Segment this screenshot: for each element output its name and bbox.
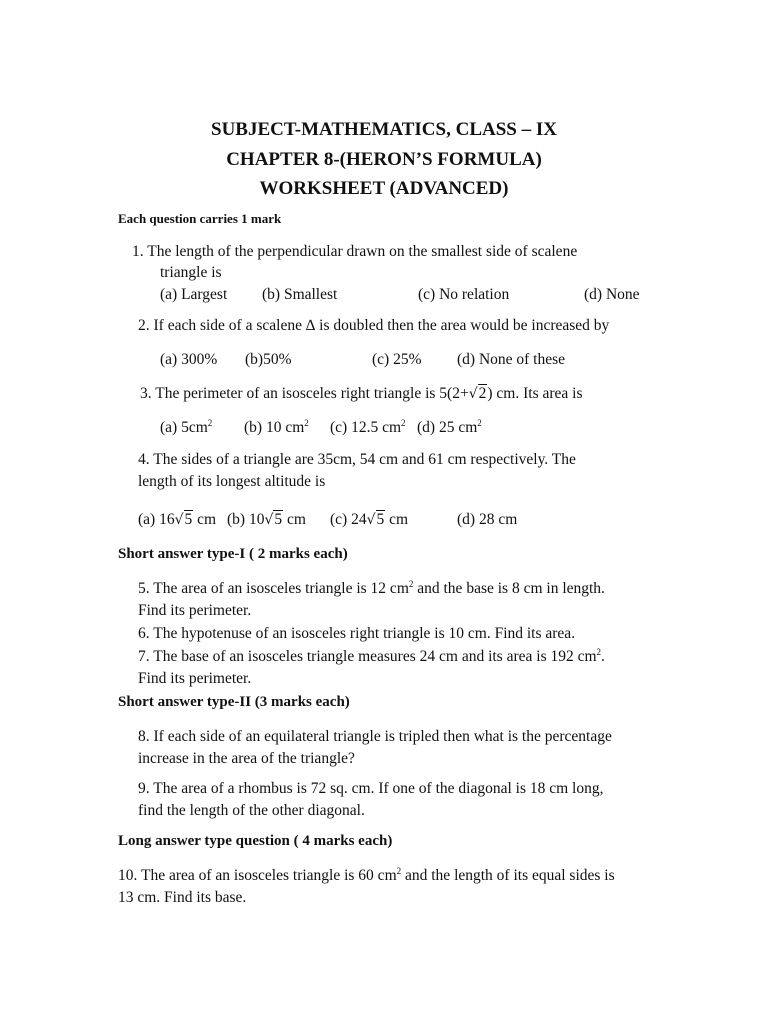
- section-long-heading: Long answer type question ( 4 marks each): [118, 833, 393, 849]
- question-1-option-c: (c) No relation: [418, 286, 510, 303]
- question-7-text-start: 7. The base of an isosceles triangle measures 24 cm and its area is 192 cm: [138, 648, 597, 665]
- option-a-text: (a) 5cm: [160, 419, 208, 436]
- question-6-line-1: 6. The hypotenuse of an isosceles right triangle is 10 cm. Find its area.: [138, 625, 576, 642]
- question-7-line-1: [138, 648, 605, 666]
- sqrt-symbol: √5: [366, 511, 385, 528]
- question-1-option-a: (a) Largest: [160, 286, 228, 303]
- question-4-option-a: [138, 511, 216, 529]
- option-d-text: (d) 25 cm: [417, 419, 478, 436]
- option-b-text: (b) 10: [227, 511, 265, 528]
- option-a-text: (a) 16: [138, 511, 175, 528]
- question-4-line-2: length of its longest altitude is: [138, 473, 326, 490]
- question-10-line-1: [118, 867, 615, 885]
- question-3-text-start: 3. The perimeter of an isosceles right triangle is 5(2+: [140, 385, 469, 402]
- question-3-option-a: [160, 419, 212, 437]
- unit-text: cm: [287, 511, 306, 528]
- worksheet-subject-title: SUBJECT-MATHEMATICS, CLASS – IX: [211, 119, 557, 140]
- question-4-option-d: (d) 28 cm: [457, 511, 518, 528]
- option-c-text: (c) 24: [330, 511, 367, 528]
- question-5-line-1: [138, 580, 605, 598]
- question-1-option-b: (b) Smallest: [262, 286, 338, 303]
- superscript-2: 2: [207, 418, 213, 428]
- question-7-line-2: Find its perimeter.: [138, 670, 252, 687]
- sqrt-symbol: √5: [174, 511, 193, 528]
- superscript-2: 2: [477, 418, 482, 428]
- question-3-option-d: [417, 419, 482, 437]
- question-1-line-2: triangle is: [160, 264, 222, 281]
- sqrt-symbol: √2: [468, 385, 487, 402]
- question-7-text-end: .: [601, 648, 605, 665]
- section-short-2-heading: Short answer type-II (3 marks each): [118, 694, 350, 710]
- option-c-text: (c) 12.5 cm: [330, 419, 402, 436]
- sqrt-symbol: √5: [264, 511, 283, 528]
- superscript-2: 2: [401, 418, 406, 428]
- question-2-option-d: (d) None of these: [457, 351, 566, 368]
- question-5-text-start: 5. The area of an isosceles triangle is 12 cm: [138, 580, 409, 597]
- unit-text: cm: [389, 511, 409, 528]
- question-3-text-end: ) cm. Its area is: [487, 385, 583, 402]
- question-4-option-c: [330, 511, 408, 529]
- question-10-text-end: and the length of its equal sides is: [401, 867, 615, 884]
- unit-text: cm: [197, 511, 217, 528]
- question-5-text-end: and the base is 8 cm in length.: [413, 580, 605, 597]
- worksheet-chapter-title: CHAPTER 8-(HERON’S FORMULA): [226, 149, 542, 170]
- question-5-line-2: Find its perimeter.: [138, 602, 252, 619]
- question-10-text-start: 10. The area of an isosceles triangle is 60 cm: [118, 867, 397, 884]
- sqrt-radicand: 5: [274, 511, 283, 528]
- question-9-line-2: find the length of the other diagonal.: [138, 802, 365, 819]
- sqrt-radicand: 5: [184, 511, 193, 528]
- section-short-1-heading: Short answer type-I ( 2 marks each): [118, 546, 348, 562]
- superscript-2: 2: [596, 647, 602, 657]
- question-4-line-1: 4. The sides of a triangle are 35cm, 54 cm and 61 cm respectively. The: [138, 451, 576, 468]
- question-2-option-b: (b)50%: [245, 351, 292, 368]
- question-9-line-1: 9. The area of a rhombus is 72 sq. cm. If one of the diagonal is 18 cm long,: [138, 780, 604, 797]
- question-8-line-1: 8. If each side of an equilateral triangle is tripled then what is the percentage: [138, 728, 612, 745]
- section-mcq-heading: Each question carries 1 mark: [118, 211, 282, 226]
- question-8-line-2: increase in the area of the triangle?: [138, 750, 355, 767]
- question-10-line-2: 13 cm. Find its base.: [118, 889, 247, 906]
- sqrt-radicand: 2: [478, 385, 487, 402]
- worksheet-type-title: WORKSHEET (ADVANCED): [259, 178, 509, 199]
- question-2-line-1: 2. If each side of a scalene ∆ is doubled then the area would be increased by: [138, 317, 610, 334]
- superscript-2: 2: [396, 866, 402, 876]
- question-2-option-a: (a) 300%: [160, 351, 218, 368]
- superscript-2: 2: [408, 579, 414, 589]
- question-3-option-b: [244, 419, 309, 437]
- question-3-line-1: [140, 385, 583, 403]
- question-2-option-c: (c) 25%: [372, 351, 422, 368]
- question-1-line-1: 1. The length of the perpendicular drawn on the smallest side of scalene: [132, 243, 578, 260]
- option-b-text: (b) 10 cm: [244, 419, 305, 436]
- superscript-2: 2: [304, 418, 309, 428]
- question-3-option-c: [330, 419, 406, 437]
- question-1-option-d: (d) None: [584, 286, 640, 303]
- question-4-option-b: [227, 511, 306, 529]
- sqrt-radicand: 5: [376, 511, 385, 528]
